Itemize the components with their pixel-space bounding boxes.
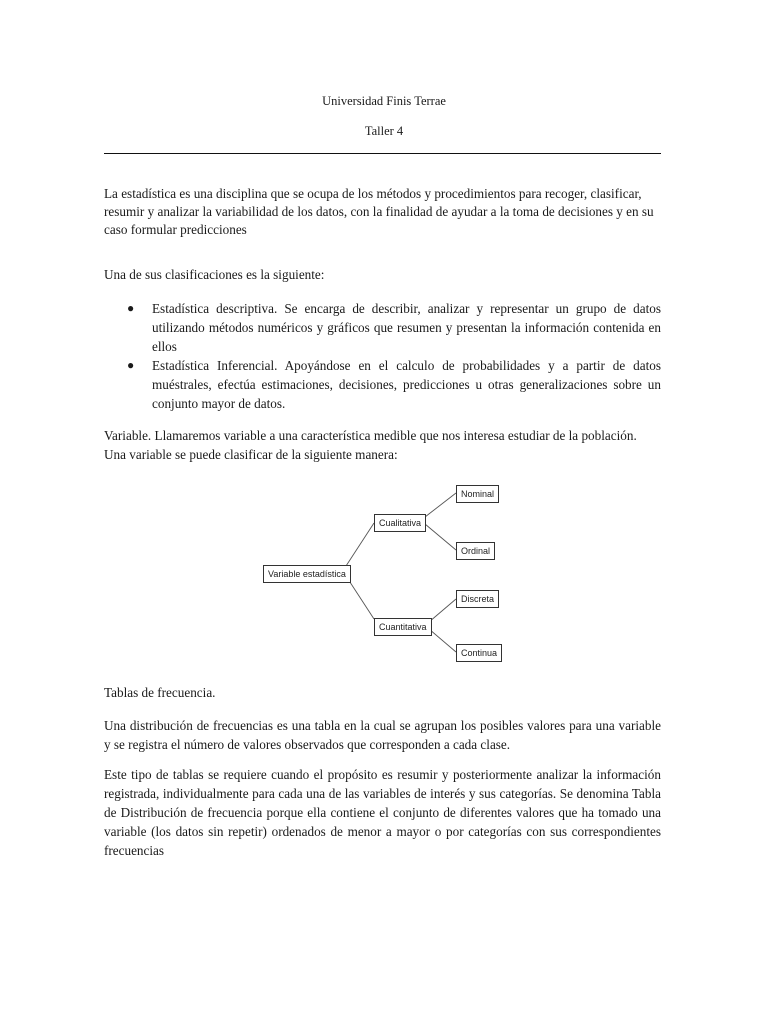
frequency-definition: Una distribución de frecuencias es una tabla en la cual se agrupan los posibles valores para una variable y se registra el número de valores observados que corresponden a cada clase. bbox=[104, 718, 661, 752]
connector-root-qualitative bbox=[346, 523, 374, 566]
connector-qualitative-ordinal bbox=[425, 524, 456, 550]
list-item bbox=[104, 299, 661, 356]
node-continua: Continua bbox=[456, 644, 502, 662]
list-item-text: Estadística descriptiva. Se encarga de describir, analizar y representar un grupo de datos utilizando métodos numéricos y gráficos que resumen y presentan la información contenida en ellos bbox=[152, 301, 661, 354]
frequency-usage: Este tipo de tablas se requiere cuando el propósito es resumir y posteriormente analizar la información registrada, individualmente para cada una de las variables de interés y sus categorías. Se denomina Tabla de Distribución de frecuencia porque ella contiene el conjunto de diferentes valores que ha tomado una variable (los datos sin repetir) ordenados de menor a mayor o por categorías con sus correspondientes frecuencias bbox=[104, 767, 661, 858]
variable-classification-diagram bbox=[258, 478, 508, 668]
node-variable-estadistica: Variable estadística bbox=[263, 565, 351, 583]
node-cualitativa: Cualitativa bbox=[374, 514, 426, 532]
connector-qualitative-nominal bbox=[425, 493, 456, 517]
bullet-icon: ● bbox=[127, 358, 135, 372]
section-title: Tablas de frecuencia. bbox=[104, 685, 216, 700]
connector-quantitative-continuous bbox=[429, 629, 456, 652]
list-item-text: Estadística Inferencial. Apoyándose en el calculo de probabilidades y a partir de datos muéstrales, efectúa estimaciones, decisiones, predicciones u otras generalizaciones sobre un conjunto mayor de datos. bbox=[152, 358, 661, 411]
node-nominal: Nominal bbox=[456, 485, 499, 503]
variable-paragraph: Variable. Llamaremos variable a una característica medible que nos interesa estudiar de la población. Una variable se puede clasificar de la siguiente manera: bbox=[104, 428, 637, 462]
node-ordinal: Ordinal bbox=[456, 542, 495, 560]
intro-paragraph: La estadística es una disciplina que se ocupa de los métodos y procedimientos para recoger, clasificar, resumir y analizar la variabilidad de los datos, con la finalidad de ayudar a la toma de decisiones y en su caso formular predicciones bbox=[104, 186, 654, 237]
bullet-icon: ● bbox=[127, 301, 135, 315]
connector-quantitative-discrete bbox=[429, 599, 456, 622]
classification-list bbox=[104, 299, 661, 413]
header-divider bbox=[104, 153, 661, 154]
classification-intro: Una de sus clasificaciones es la siguiente: bbox=[104, 267, 325, 282]
document-subtitle: Taller 4 bbox=[364, 124, 404, 138]
institution-name: Universidad Finis Terrae bbox=[322, 94, 446, 108]
node-discreta: Discreta bbox=[456, 590, 499, 608]
list-item bbox=[104, 356, 661, 413]
node-cuantitativa: Cuantitativa bbox=[374, 618, 432, 636]
